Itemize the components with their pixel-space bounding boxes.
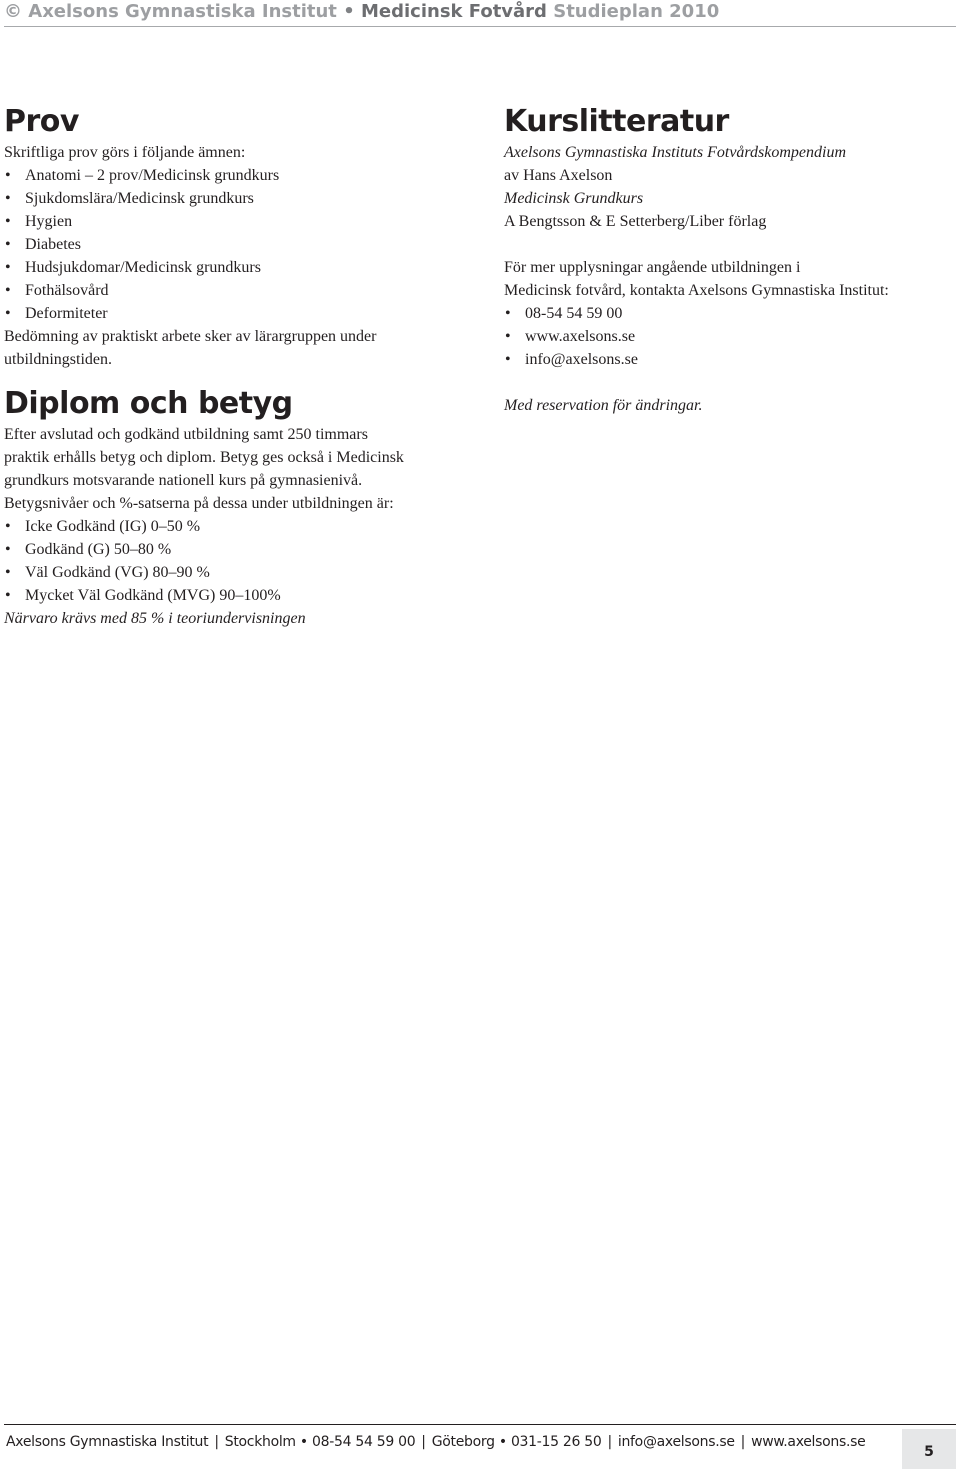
literature-section: [504, 103, 956, 417]
book-1-title: Axelsons Gymnastiska Instituts Fotvårdskompendium: [504, 144, 847, 161]
list-item: • Fothälsovård: [4, 279, 464, 302]
footer-contact-line: [6, 1433, 865, 1451]
list-item: • Icke Godkänd (IG) 0–50 %: [4, 515, 464, 538]
list-item: • Hudsjukdomar/Medicinsk grundkurs: [4, 256, 464, 279]
right-column: [504, 103, 956, 417]
bullet-icon: •: [5, 213, 11, 230]
diplom-title: Diplom och betyg: [4, 386, 293, 421]
bullet-icon: •: [5, 587, 11, 604]
diplom-text-line-2: praktik erhålls betyg och diplom. Betyg ges också i Medicinsk: [4, 449, 404, 466]
header-separator: •: [343, 1, 355, 22]
contact-phone[interactable]: • 08-54 54 59 00: [504, 302, 956, 325]
diplom-text-line-1: Efter avslutad och godkänd utbildning samt 250 timmars: [4, 426, 368, 443]
bullet-icon: •: [505, 351, 511, 368]
bullet-icon: •: [5, 190, 11, 207]
list-item: • Godkänd (G) 50–80 %: [4, 538, 464, 561]
book-2-title: Medicinsk Grundkurs: [504, 190, 644, 207]
book-1-author: av Hans Axelson: [504, 167, 613, 184]
left-column: [4, 103, 464, 630]
diplom-text-line-3: grundkurs motsvarande nationell kurs på gymnasienivå.: [4, 472, 363, 489]
info-line-2: Medicinsk fotvård, kontakta Axelsons Gymnastiska Institut:: [504, 282, 889, 299]
contact-website[interactable]: • www.axelsons.se: [504, 325, 956, 348]
literature-title: Kurslitteratur: [504, 104, 729, 139]
footer-goteborg: Göteborg • 031-15 26 50: [431, 1434, 602, 1450]
list-item: • Mycket Väl Godkänd (MVG) 90–100%: [4, 584, 464, 607]
prov-assessment-line-2: utbildningstiden.: [4, 351, 112, 368]
header-copyright: © Axelsons Gymnastiska Institut: [4, 1, 337, 22]
page-footer: [4, 1424, 956, 1460]
footer-divider: |: [214, 1434, 219, 1450]
footer-divider: |: [607, 1434, 612, 1450]
footer-web-link[interactable]: www.axelsons.se: [751, 1434, 866, 1450]
contact-list: [504, 302, 956, 371]
bullet-icon: •: [5, 282, 11, 299]
footer-divider: |: [740, 1434, 746, 1450]
book-2-author: A Bengtsson & E Setterberg/Liber förlag: [504, 213, 767, 230]
reservation-note: Med reservation för ändringar.: [504, 397, 703, 414]
header-program: Medicinsk Fotvård: [360, 1, 547, 22]
header-plan: Studieplan 2010: [553, 1, 720, 22]
list-item: • Deformiteter: [4, 302, 464, 325]
prov-title: Prov: [4, 104, 79, 139]
contact-email[interactable]: • info@axelsons.se: [504, 348, 956, 371]
bullet-icon: •: [5, 305, 11, 322]
bullet-icon: •: [5, 259, 11, 276]
footer-institute: Axelsons Gymnastiska Institut: [6, 1434, 209, 1450]
bullet-icon: •: [5, 518, 11, 535]
list-item: • Hygien: [4, 210, 464, 233]
bullet-icon: •: [505, 328, 511, 345]
footer-divider: |: [421, 1434, 426, 1450]
list-item: • Diabetes: [4, 233, 464, 256]
bullet-icon: •: [5, 236, 11, 253]
prov-intro: Skriftliga prov görs i följande ämnen:: [4, 144, 246, 161]
page-header: [4, 0, 956, 27]
list-item: • Sjukdomslära/Medicinsk grundkurs: [4, 187, 464, 210]
bullet-icon: •: [505, 305, 511, 322]
diplom-text-line-4: Betygsnivåer och %-satserna på dessa under utbildningen är:: [4, 495, 394, 512]
prov-assessment-line-1: Bedömning av praktiskt arbete sker av lärargruppen under: [4, 328, 377, 345]
bullet-icon: •: [5, 541, 11, 558]
list-item: • Anatomi – 2 prov/Medicinsk grundkurs: [4, 164, 464, 187]
grade-list: [4, 515, 464, 607]
list-item: • Väl Godkänd (VG) 80–90 %: [4, 561, 464, 584]
prov-subject-list: [4, 164, 464, 325]
bullet-icon: •: [5, 564, 11, 581]
prov-section: [4, 103, 464, 371]
info-line-1: För mer upplysningar angående utbildningen i: [504, 259, 801, 276]
page-number: 5: [902, 1429, 956, 1469]
spacer: [504, 371, 956, 394]
footer-email-link[interactable]: info@axelsons.se: [617, 1434, 735, 1450]
spacer: [504, 233, 956, 256]
diplom-section: [4, 385, 464, 630]
footer-stockholm: Stockholm • 08-54 54 59 00: [224, 1434, 416, 1450]
attendance-note: Närvaro krävs med 85 % i teoriundervisningen: [4, 610, 306, 627]
bullet-icon: •: [5, 167, 11, 184]
